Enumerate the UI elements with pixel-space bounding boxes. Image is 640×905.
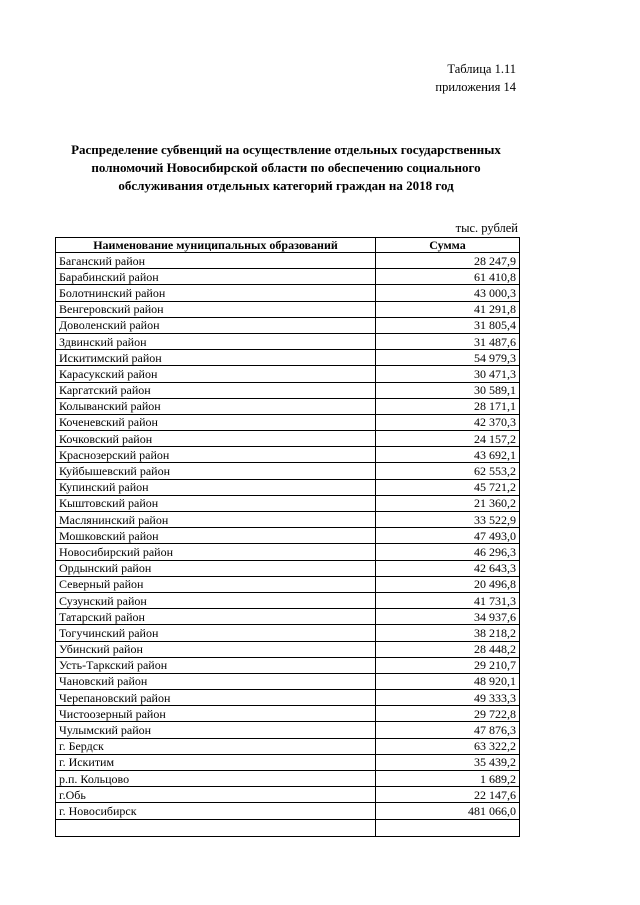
- sum-cell: 20 496,8: [376, 576, 520, 592]
- sum-cell: 24 157,2: [376, 431, 520, 447]
- table-row: [56, 544, 520, 560]
- municipality-name-cell: Коченевский район: [56, 414, 376, 430]
- document-reference: [435, 60, 516, 96]
- sum-cell: 49 333,3: [376, 690, 520, 706]
- empty-cell: [56, 819, 376, 836]
- sum-cell: 48 920,1: [376, 673, 520, 689]
- municipality-name-cell: Доволенский район: [56, 317, 376, 333]
- table-row: [56, 382, 520, 398]
- sum-cell: 43 000,3: [376, 285, 520, 301]
- table-row: [56, 738, 520, 754]
- title-line: полномочий Новосибирской области по обеспечению социального: [91, 160, 481, 175]
- municipality-name-cell: Убинский район: [56, 641, 376, 657]
- sum-cell: 46 296,3: [376, 544, 520, 560]
- empty-row: [56, 819, 520, 836]
- table-row: [56, 673, 520, 689]
- municipality-name-cell: Краснозерский район: [56, 447, 376, 463]
- sum-cell: 42 643,3: [376, 560, 520, 576]
- sum-cell: 42 370,3: [376, 414, 520, 430]
- sum-cell: 62 553,2: [376, 463, 520, 479]
- municipality-name-cell: Новосибирский район: [56, 544, 376, 560]
- table-row: [56, 512, 520, 528]
- table-row: [56, 317, 520, 333]
- sum-cell: 22 147,6: [376, 787, 520, 803]
- municipality-name-cell: Каргатский район: [56, 382, 376, 398]
- municipality-name-cell: Сузунский район: [56, 592, 376, 608]
- table-body: [56, 253, 520, 837]
- sum-cell: 35 439,2: [376, 754, 520, 770]
- column-header-sum: Сумма: [376, 238, 520, 253]
- municipality-name-cell: Черепановский район: [56, 690, 376, 706]
- sum-cell: 34 937,6: [376, 609, 520, 625]
- municipality-name-cell: Барабинский район: [56, 269, 376, 285]
- municipality-name-cell: Кочковский район: [56, 431, 376, 447]
- municipality-name-cell: Искитимский район: [56, 350, 376, 366]
- table-row: [56, 592, 520, 608]
- sum-cell: 47 493,0: [376, 528, 520, 544]
- table-row: [56, 657, 520, 673]
- municipality-name-cell: Чистоозерный район: [56, 706, 376, 722]
- sum-cell: 29 722,8: [376, 706, 520, 722]
- municipality-name-cell: Чановский район: [56, 673, 376, 689]
- municipality-name-cell: Карасукский район: [56, 366, 376, 382]
- document-title: [52, 141, 520, 195]
- title-line: обслуживания отдельных категорий граждан на 2018 год: [118, 178, 454, 193]
- table-row: [56, 269, 520, 285]
- appendix-number: приложения 14: [435, 80, 516, 94]
- municipality-name-cell: Чулымский район: [56, 722, 376, 738]
- table-row: [56, 333, 520, 349]
- table-row: [56, 576, 520, 592]
- title-line: Распределение субвенций на осуществление отдельных государственных: [71, 142, 501, 157]
- municipality-name-cell: Тогучинский район: [56, 625, 376, 641]
- sum-cell: 1 689,2: [376, 771, 520, 787]
- municipality-name-cell: Баганский район: [56, 253, 376, 269]
- sum-cell: 41 291,8: [376, 301, 520, 317]
- unit-label: тыс. рублей: [455, 221, 518, 235]
- sum-cell: 45 721,2: [376, 479, 520, 495]
- municipality-name-cell: Кыштовский район: [56, 495, 376, 511]
- municipality-name-cell: Северный район: [56, 576, 376, 592]
- sum-cell: 33 522,9: [376, 512, 520, 528]
- sum-cell: 481 066,0: [376, 803, 520, 819]
- table-row: [56, 528, 520, 544]
- sum-cell: 31 487,6: [376, 333, 520, 349]
- table-row: [56, 253, 520, 269]
- table-row: [56, 722, 520, 738]
- table-row: [56, 414, 520, 430]
- table-row: [56, 803, 520, 819]
- table-row: [56, 479, 520, 495]
- municipality-name-cell: г. Искитим: [56, 754, 376, 770]
- sum-cell: 28 247,9: [376, 253, 520, 269]
- municipality-name-cell: Усть-Таркский район: [56, 657, 376, 673]
- municipality-name-cell: Купинский район: [56, 479, 376, 495]
- table-number: Таблица 1.11: [447, 62, 516, 76]
- table-row: [56, 431, 520, 447]
- table-row: [56, 641, 520, 657]
- sum-cell: 54 979,3: [376, 350, 520, 366]
- table-row: [56, 690, 520, 706]
- municipality-name-cell: г. Бердск: [56, 738, 376, 754]
- sum-cell: 41 731,3: [376, 592, 520, 608]
- table-row: [56, 787, 520, 803]
- sum-cell: 31 805,4: [376, 317, 520, 333]
- sum-cell: 28 448,2: [376, 641, 520, 657]
- municipality-name-cell: г. Новосибирск: [56, 803, 376, 819]
- table-row: [56, 301, 520, 317]
- empty-cell: [376, 819, 520, 836]
- column-header-name: Наименование муниципальных образований: [56, 238, 376, 253]
- municipality-name-cell: р.п. Кольцово: [56, 771, 376, 787]
- sum-cell: 47 876,3: [376, 722, 520, 738]
- table-row: [56, 366, 520, 382]
- municipality-name-cell: Здвинский район: [56, 333, 376, 349]
- table-row: [56, 706, 520, 722]
- table-row: [56, 285, 520, 301]
- municipality-name-cell: Маслянинский район: [56, 512, 376, 528]
- table-row: [56, 609, 520, 625]
- table-row: [56, 495, 520, 511]
- municipality-name-cell: Куйбышевский район: [56, 463, 376, 479]
- table-header-row: [56, 238, 520, 253]
- table-row: [56, 754, 520, 770]
- municipality-name-cell: Татарский район: [56, 609, 376, 625]
- municipality-name-cell: Колыванский район: [56, 398, 376, 414]
- sum-cell: 63 322,2: [376, 738, 520, 754]
- subsidy-table: [55, 237, 520, 837]
- sum-cell: 61 410,8: [376, 269, 520, 285]
- sum-cell: 28 171,1: [376, 398, 520, 414]
- table-row: [56, 350, 520, 366]
- municipality-name-cell: Мошковский район: [56, 528, 376, 544]
- table-row: [56, 625, 520, 641]
- sum-cell: 21 360,2: [376, 495, 520, 511]
- municipality-name-cell: Венгеровский район: [56, 301, 376, 317]
- municipality-name-cell: г.Обь: [56, 787, 376, 803]
- sum-cell: 30 589,1: [376, 382, 520, 398]
- municipality-name-cell: Болотнинский район: [56, 285, 376, 301]
- sum-cell: 38 218,2: [376, 625, 520, 641]
- municipality-name-cell: Ордынский район: [56, 560, 376, 576]
- table-row: [56, 398, 520, 414]
- table-row: [56, 463, 520, 479]
- sum-cell: 29 210,7: [376, 657, 520, 673]
- table-row: [56, 447, 520, 463]
- sum-cell: 30 471,3: [376, 366, 520, 382]
- table-row: [56, 771, 520, 787]
- sum-cell: 43 692,1: [376, 447, 520, 463]
- table-row: [56, 560, 520, 576]
